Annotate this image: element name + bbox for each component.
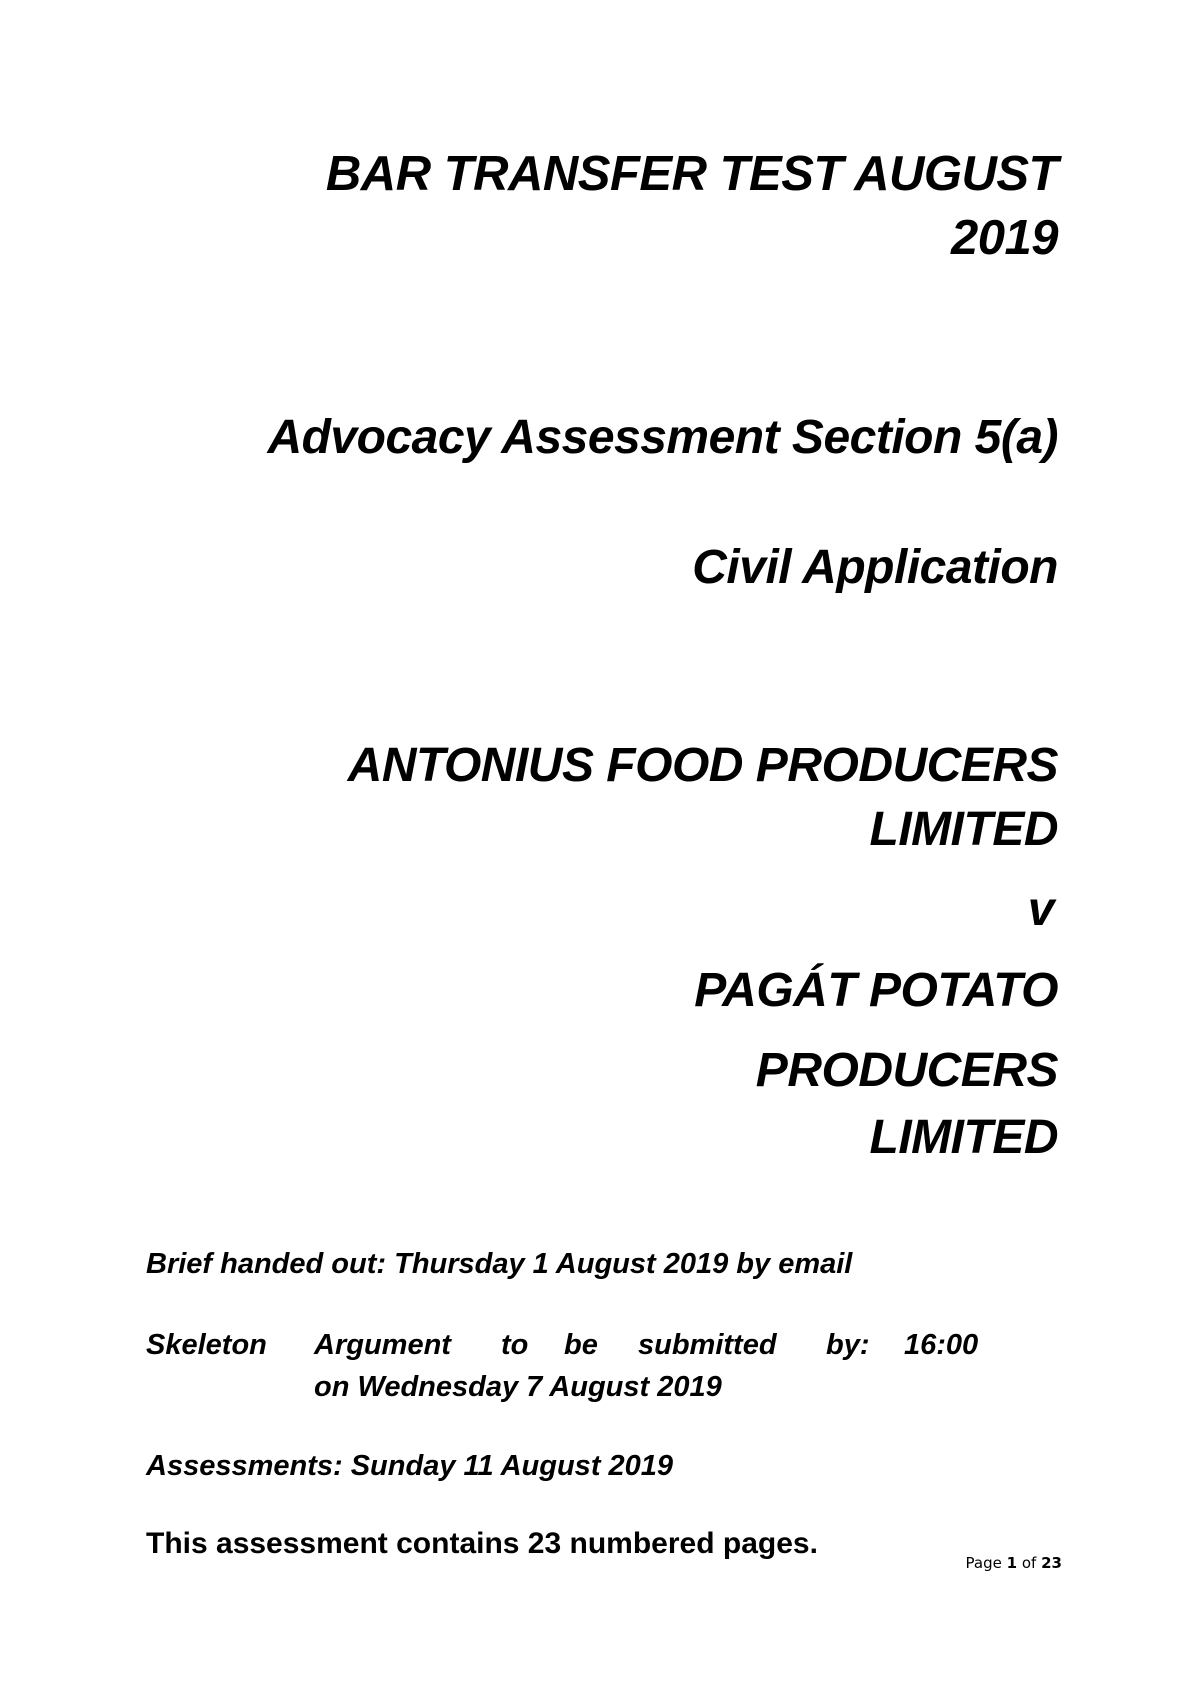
section-heading: Advocacy Assessment Section 5(a) [267, 411, 1058, 464]
title-line-1: BAR TRANSFER TEST AUGUST [325, 147, 1058, 201]
subtitle-heading: Civil Application [692, 541, 1058, 594]
skeleton-word: by: [826, 1329, 870, 1361]
skeleton-word: be [564, 1329, 598, 1361]
versus-label: v [1027, 883, 1054, 936]
skeleton-word: to [501, 1329, 529, 1361]
brief-handed-out: Brief handed out: Thursday 1 August 2019 by email [146, 1248, 853, 1280]
skeleton-word: Skeleton [146, 1329, 267, 1361]
total-pages: 23 [1041, 1554, 1062, 1572]
claimant-name-line-1: ANTONIUS FOOD PRODUCERS [347, 739, 1058, 792]
claimant-name-line-2: LIMITED [869, 803, 1058, 856]
skeleton-deadline [146, 1325, 991, 1365]
skeleton-word: submitted [638, 1329, 777, 1361]
skeleton-deadline-date: on Wednesday 7 August 2019 [314, 1371, 722, 1403]
assessment-date: Assessments: Sunday 11 August 2019 [146, 1450, 674, 1482]
defendant-name-line-3: LIMITED [869, 1111, 1058, 1164]
defendant-name-line-2: PRODUCERS [755, 1044, 1058, 1097]
title-line-2: 2019 [950, 211, 1058, 265]
page-label: Page [965, 1554, 1002, 1572]
current-page: 1 [1006, 1554, 1018, 1572]
skeleton-word: 16:00 [904, 1329, 979, 1361]
of-label: of [1021, 1554, 1037, 1572]
page-count-statement: This assessment contains 23 numbered pages. [146, 1527, 818, 1560]
page-number-footer [966, 1552, 1062, 1574]
defendant-name-line-1: PAGÁT POTATO [694, 964, 1058, 1017]
skeleton-word: Argument [314, 1329, 451, 1361]
